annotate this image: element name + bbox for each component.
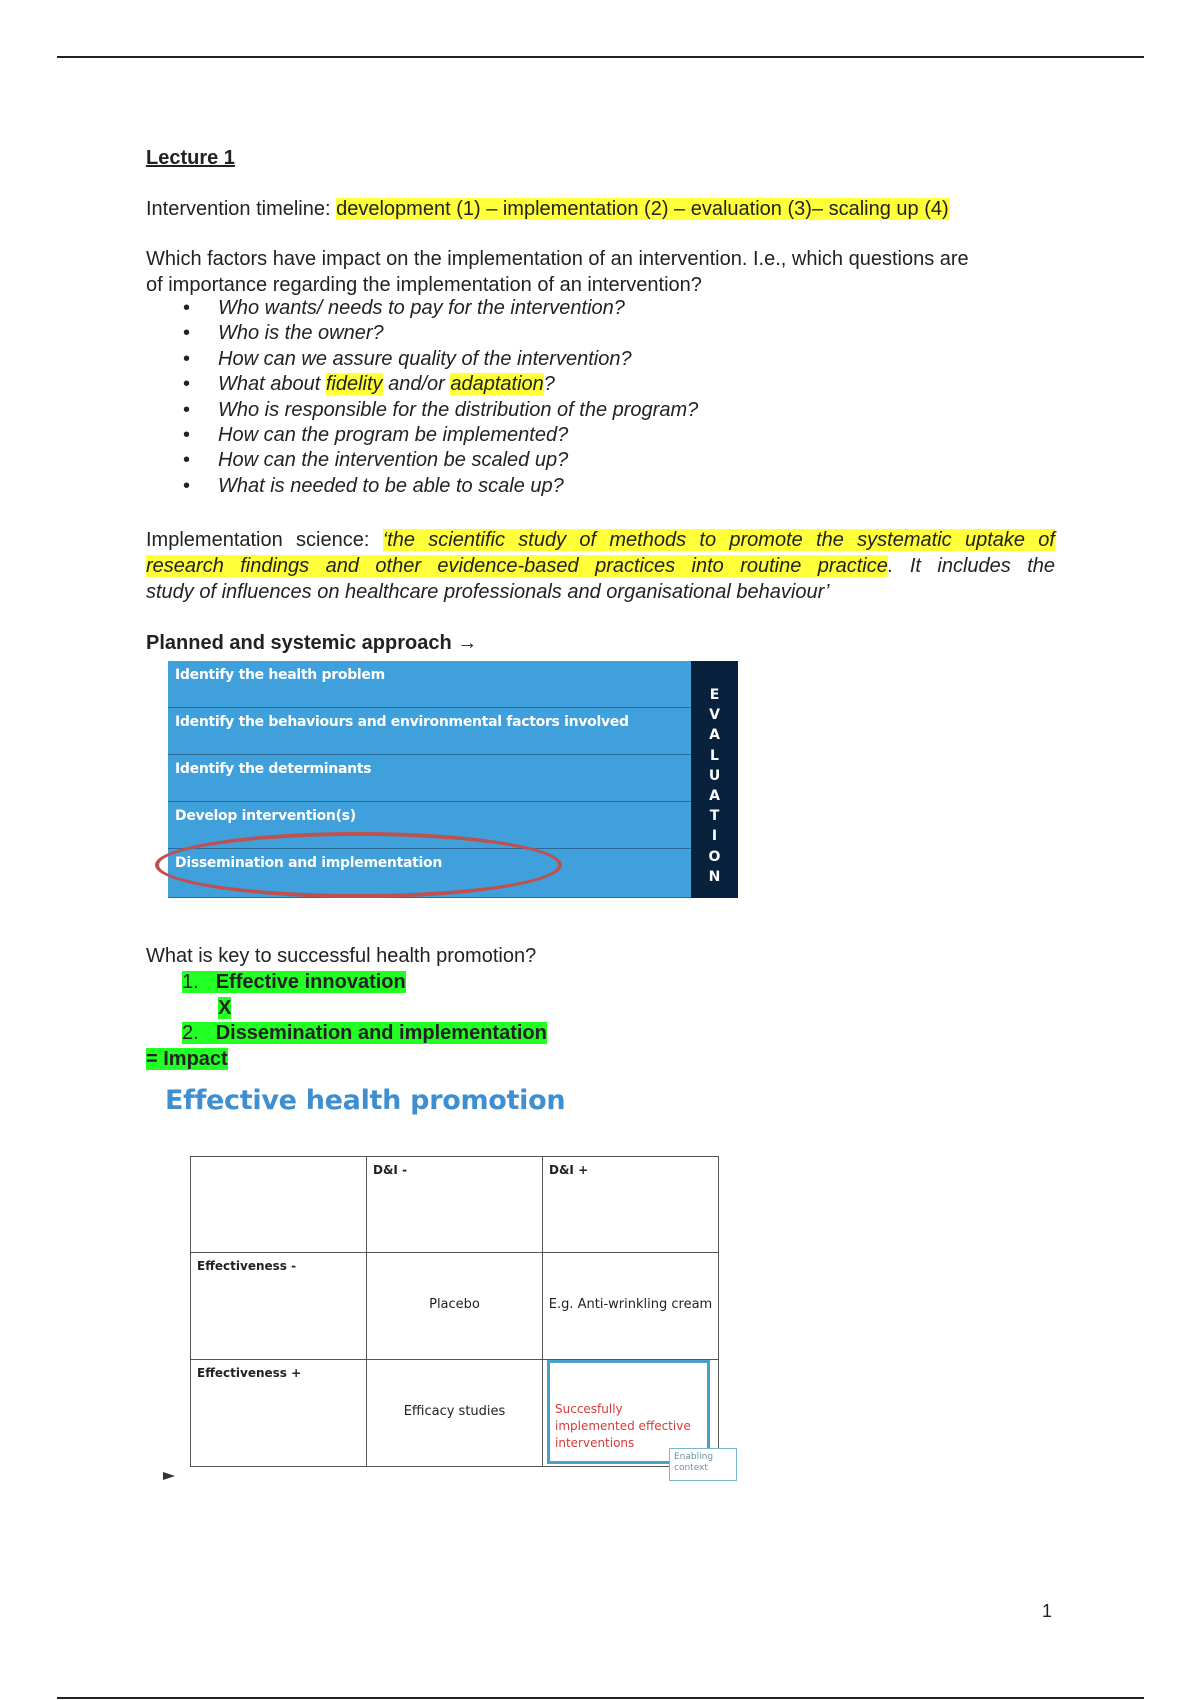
arrow-icon: [163, 1472, 175, 1480]
column-header: D&I -: [373, 1163, 408, 1177]
factors-question-line1: Which factors have impact on the implementation of an intervention. I.e., which questions are: [146, 248, 969, 270]
impact-text: = Impact: [146, 1048, 228, 1070]
impl-science-highlight: ‘the scientific study of methods to promote the systematic uptake of: [382, 529, 1055, 551]
list-item: [175, 321, 698, 346]
planned-heading: Planned and systemic approach →: [146, 632, 478, 654]
evaluation-letter: T: [709, 808, 720, 825]
key-item-2: [182, 1020, 547, 1046]
key-item-1: [182, 969, 406, 995]
impl-science-text: . It includes the: [887, 555, 1055, 577]
bullet: •: [183, 373, 191, 396]
context-text: Enabling context: [674, 1452, 714, 1473]
list-item-text: What is needed to be able to scale up?: [218, 474, 564, 497]
impl-science-line1: [146, 527, 1055, 553]
bullet: •: [183, 322, 191, 345]
list-item-text: What about: [218, 373, 326, 396]
table-row: [191, 1253, 719, 1360]
top-rule: [57, 56, 1144, 58]
table-cell: [191, 1360, 367, 1467]
evaluation-letter: V: [709, 707, 720, 724]
impl-science-line2: [146, 553, 1055, 579]
timeline-highlight: development (1) – implementation (2) – evaluation (3)– scaling up (4): [336, 198, 949, 220]
times-symbol: X: [218, 997, 232, 1019]
list-item-text: ?: [543, 373, 555, 396]
table-cell: [367, 1253, 543, 1360]
bullet: •: [183, 474, 191, 497]
list-item-text: How can we assure quality of the intervention?: [218, 347, 632, 370]
list-item-text: How can the program be implemented?: [218, 424, 569, 447]
key-item-number: 2.: [182, 1022, 216, 1044]
bullet: •: [183, 347, 191, 370]
cell-text: Efficacy studies: [403, 1404, 506, 1419]
adaptation-highlight: adaptation: [450, 373, 544, 396]
evaluation-letter: A: [709, 788, 720, 805]
key-item-number: 1.: [182, 971, 216, 993]
evaluation-letter: N: [708, 868, 721, 885]
process-step: [168, 708, 691, 755]
impl-science-label: Implementation science:: [146, 529, 383, 551]
table-cell: [367, 1360, 543, 1467]
bullet: •: [183, 424, 191, 447]
process-step-label: Dissemination and implementation: [175, 855, 443, 871]
list-item: [175, 448, 698, 473]
evaluation-letters: [691, 685, 738, 887]
list-item: [175, 474, 698, 499]
factors-question-line2: of importance regarding the implementation of an intervention?: [146, 274, 702, 296]
table-cell: [191, 1157, 367, 1253]
list-item-text: Who is the owner?: [218, 322, 384, 345]
page-number: 1: [1042, 1601, 1053, 1621]
highlight-circle: [155, 832, 562, 898]
row-header: Effectiveness -: [197, 1259, 297, 1273]
column-header: D&I +: [549, 1163, 589, 1177]
cell-text: E.g. Anti-wrinkling cream: [548, 1297, 713, 1312]
table-cell: [543, 1157, 719, 1253]
evaluation-letter: E: [709, 687, 720, 703]
evaluation-letter: I: [711, 828, 718, 845]
list-item-text: Who wants/ needs to pay for the intervention?: [218, 297, 625, 319]
key-item-text: Effective innovation: [215, 971, 406, 993]
list-item: [175, 296, 698, 321]
key-impact: [146, 1046, 228, 1072]
process-step: [168, 755, 691, 802]
context-box: [669, 1448, 737, 1481]
bullet: •: [183, 449, 191, 472]
evaluation-letter: L: [710, 747, 719, 764]
table-cell: [543, 1253, 719, 1360]
evaluation-letter: U: [708, 767, 721, 784]
table-cell: [191, 1253, 367, 1360]
evaluation-letter: A: [709, 727, 720, 744]
impl-science-line3: study of influences on healthcare professionals and organisational behaviour’: [146, 581, 830, 603]
timeline-label: Intervention timeline:: [146, 198, 337, 220]
list-item: [175, 398, 698, 423]
ehp-title: Effective health promotion: [165, 1085, 566, 1116]
list-item: [175, 423, 698, 448]
process-step-label: Develop intervention(s): [175, 808, 356, 824]
impl-science-highlight: research findings and other evidence-based practices into routine practice: [146, 555, 888, 577]
lecture-title: Lecture 1: [146, 147, 235, 169]
list-item: [175, 372, 698, 397]
table-row: [191, 1157, 719, 1253]
list-item-text: How can the intervention be scaled up?: [218, 449, 569, 472]
factors-list: [175, 296, 698, 499]
table-cell: [367, 1157, 543, 1253]
bullet: •: [183, 398, 191, 421]
evaluation-letter: O: [708, 848, 721, 865]
key-item-text: Dissemination and implementation: [215, 1022, 547, 1044]
list-item-text: and/or: [382, 373, 451, 396]
key-question: What is key to successful health promotion?: [146, 945, 537, 967]
key-times: [218, 995, 231, 1021]
fidelity-highlight: fidelity: [325, 373, 383, 396]
success-text: Succesfully implemented effective interventions: [555, 1402, 691, 1450]
timeline-line: [146, 196, 949, 222]
process-step-label: Identify the health problem: [175, 667, 385, 683]
bottom-rule: [57, 1697, 1144, 1699]
evaluation-bar: [691, 661, 738, 898]
process-step-label: Identify the determinants: [175, 761, 372, 777]
list-item-text: Who is responsible for the distribution of the program?: [218, 398, 699, 421]
process-step: [168, 661, 691, 708]
cell-text: Placebo: [429, 1297, 480, 1312]
bullet: •: [183, 297, 191, 319]
process-step-label: Identify the behaviours and environmental factors involved: [175, 714, 629, 730]
row-header: Effectiveness +: [197, 1366, 302, 1380]
list-item: [175, 347, 698, 372]
